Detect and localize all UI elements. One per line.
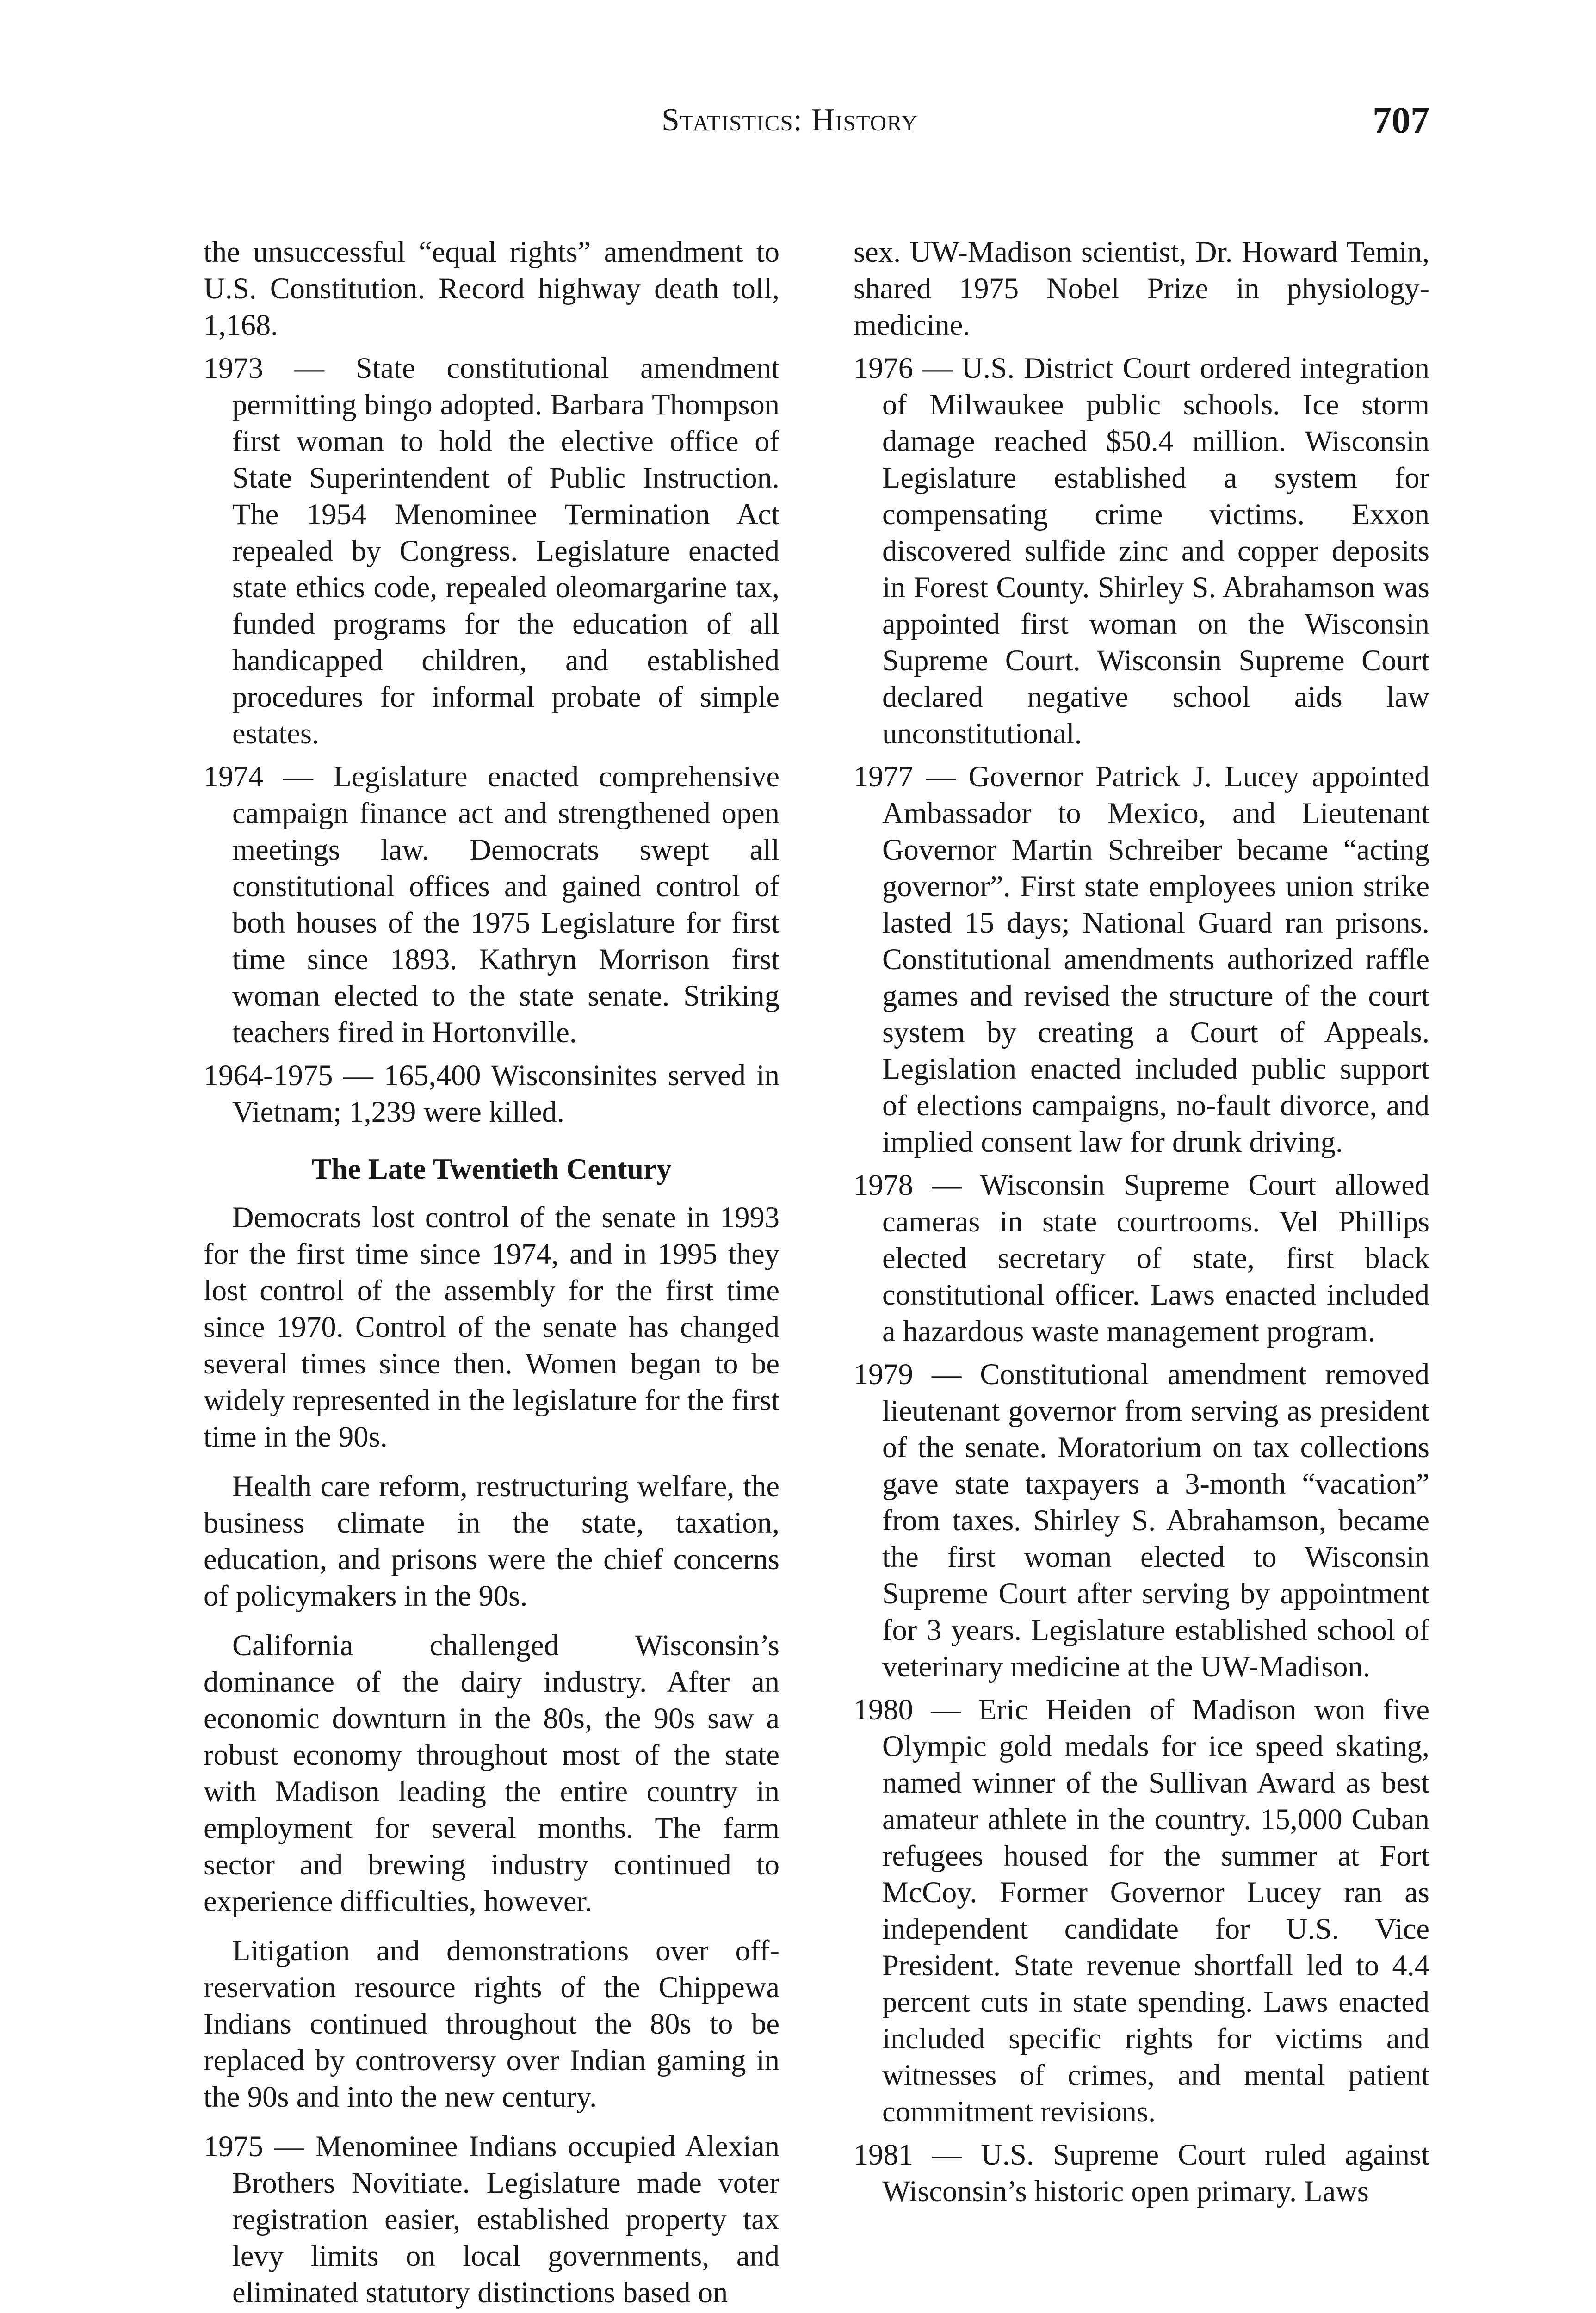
body-paragraph: Health care reform, restructuring welfare, the business climate in the state, taxation, education, and prisons were the chief concerns of policymakers in the 90s. bbox=[204, 1470, 779, 1612]
body-paragraph: Democrats lost control of the senate in 1993 for the first time since 1974, and in 1995 they lost control of the assembly for the first time since 1970. Control of the senate has changed several times since then. Women began to be widely represented in the legislature for the first time in the 90s. bbox=[204, 1201, 779, 1453]
body-paragraph: Litigation and demonstrations over off-reservation resource rights of the Chippewa Indians continued throughout the 80s to be replaced by controversy over Indian gaming in the 90s and into the new century. bbox=[204, 1934, 779, 2113]
continuation-text: the unsuccessful “equal rights” amendment to U.S. Constitution. Record highway death toll, 1,168. bbox=[204, 235, 779, 341]
right-column bbox=[854, 234, 1429, 2216]
chronology-entry-1976: 1976 — U.S. District Court ordered integration of Milwaukee public schools. Ice storm damage reached $50.4 million. Wisconsin Legislature established a system for compensating crime victims. Exxon discovered sulfide zinc and copper deposits in Forest County. Shirley S. Abrahamson was appointed first woman on the Wisconsin Supreme Court. Wisconsin Supreme Court declared negative school aids law unconstitutional. bbox=[854, 352, 1429, 750]
body-paragraph: California challenged Wisconsin’s dominance of the dairy industry. After an economic downturn in the 80s, the 90s saw a robust economy throughout most of the state with Madison leading the entire country in employment for several months. The farm sector and brewing industry continued to experience difficulties, however. bbox=[204, 1629, 779, 1917]
chronology-entry-1975: 1975 — Menominee Indians occupied Alexian Brothers Novitiate. Legislature made voter registration easier, established property tax levy limits on local governments, and eliminated statutory distinctions based on bbox=[204, 2130, 779, 2309]
running-title: Statistics: History bbox=[662, 102, 918, 138]
chronology-entry-1964-1975: 1964-1975 — 165,400 Wisconsinites served in Vietnam; 1,239 were killed. bbox=[204, 1059, 779, 1128]
section-heading: The Late Twentieth Century bbox=[311, 1152, 672, 1185]
left-column bbox=[204, 234, 779, 2313]
chronology-entry-1977: 1977 — Governor Patrick J. Lucey appointed Ambassador to Mexico, and Lieutenant Governor Martin Schreiber became “acting governor”. First state employees union strike lasted 15 days; National Guard ran prisons. Constitutional amendments authorized raffle games and revised the structure of the court system by creating a Court of Appeals. Legislation enacted included public support of elections campaigns, no-fault divorce, and implied consent law for drunk driving. bbox=[854, 760, 1429, 1158]
chronology-entry-1974: 1974 — Legislature enacted comprehensive campaign finance act and strengthened open meetings law. Democrats swept all constitutional offices and gained control of both houses of the 1975 Legislature for first time since 1893. Kathryn Morrison first woman elected to the state senate. Striking teachers fired in Hortonville. bbox=[204, 760, 779, 1049]
running-header bbox=[0, 95, 1596, 146]
page-number: 707 bbox=[1373, 99, 1429, 141]
chronology-entry-1973: 1973 — State constitutional amendment permitting bingo adopted. Barbara Thompson first woman to hold the elective office of State Superintendent of Public Instruction. The 1954 Menominee Termination Act repealed by Congress. Legislature enacted state ethics code, repealed oleomargarine tax, funded programs for the education of all handicapped children, and established procedures for informal probate of simple estates. bbox=[204, 352, 779, 750]
chronology-entry-1981: 1981 — U.S. Supreme Court ruled against Wisconsin’s historic open primary. Laws bbox=[854, 2138, 1429, 2208]
continuation-text: sex. UW-Madison scientist, Dr. Howard Temin, shared 1975 Nobel Prize in physiology-medicine. bbox=[854, 235, 1429, 341]
chronology-entry-1978: 1978 — Wisconsin Supreme Court allowed cameras in state courtrooms. Vel Phillips elected secretary of state, first black constitutional officer. Laws enacted included a hazardous waste management program. bbox=[854, 1169, 1429, 1348]
chronology-entry-1980: 1980 — Eric Heiden of Madison won five Olympic gold medals for ice speed skating, named winner of the Sullivan Award as best amateur athlete in the country. 15,000 Cuban refugees housed for the summer at Fort McCoy. Former Governor Lucey ran as independent candidate for U.S. Vice President. State revenue shortfall led to 4.4 percent cuts in state spending. Laws enacted included specific rights for victims and witnesses of crimes, and mental patient commitment revisions. bbox=[854, 1693, 1429, 2128]
chronology-entry-1979: 1979 — Constitutional amendment removed lieutenant governor from serving as president of the senate. Moratorium on tax collections gave state taxpayers a 3-month “vacation” from taxes. Shirley S. Abrahamson, became the first woman elected to Wisconsin Supreme Court after serving by appointment for 3 years. Legislature established school of veterinary medicine at the UW-Madison. bbox=[854, 1358, 1429, 1683]
